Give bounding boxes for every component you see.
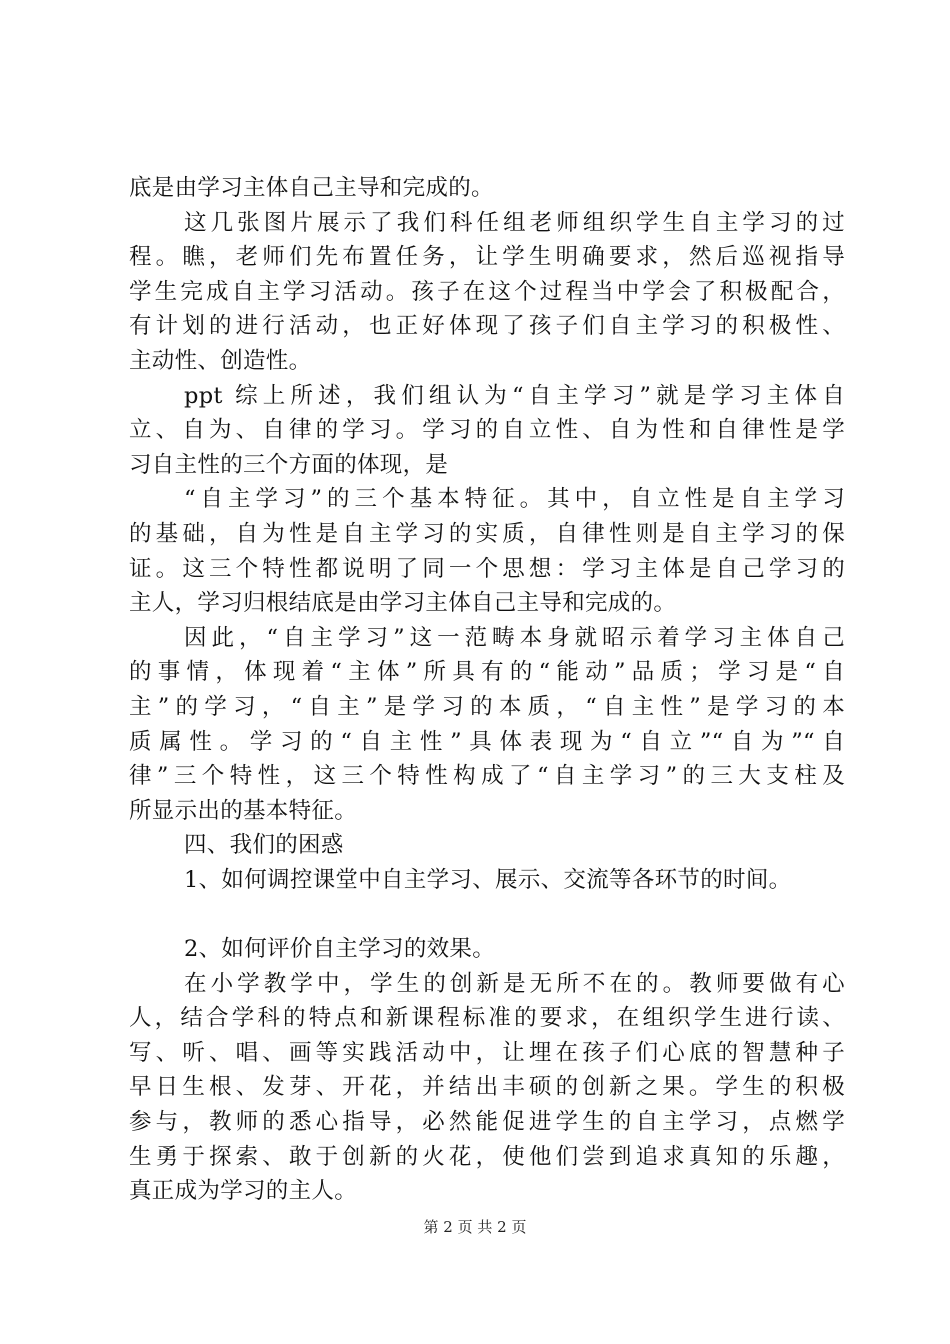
text-line: 的基础，自为性是自主学习的实质，自律性则是自主学习的保 [129, 520, 845, 547]
paragraph-start-line: 在小学教学中，学生的创新是无所不在的。教师要做有心 [184, 970, 845, 997]
text-line: 主”的学习，“自主”是学习的本质，“自主性”是学习的本 [129, 693, 845, 720]
document-body [129, 171, 845, 1209]
text-line: 生勇于探索、敢于创新的火花，使他们尝到追求真知的乐趣， [129, 1143, 845, 1170]
text-line: 程。瞧，老师们先布置任务，让学生明确要求，然后巡视指导 [129, 244, 845, 271]
text-line: 人，结合学科的特点和新课程标准的要求，在组织学生进行读、 [129, 1005, 845, 1032]
paragraph-start-line: “自主学习”的三个基本特征。其中，自立性是自主学习 [184, 486, 845, 513]
page-number-footer: 第 2 页 共 2 页 [423, 1218, 527, 1236]
section-heading: 四、我们的困惑 [184, 832, 344, 859]
text-line: 主动性、创造性。 [129, 347, 312, 374]
text-line: 立、自为、自律的学习。学习的自立性、自为性和自律性是学 [129, 417, 845, 444]
blank-line [129, 897, 845, 932]
paragraph-start-line: 因此，“自主学习”这一范畴本身就昭示着学习主体自己 [184, 624, 845, 651]
question-item-2: 2、如何评价自主学习的效果。 [184, 936, 496, 963]
paragraph-start-line: ppt 综上所述，我们组认为“自主学习”就是学习主体自 [184, 382, 845, 409]
text-line: 质属性。学习的“自主性”具体表现为“自立”“自为”“自 [129, 728, 845, 755]
question-item-1: 1、如何调控课堂中自主学习、展示、交流等各环节的时间。 [184, 866, 792, 893]
text-line: 写、听、唱、画等实践活动中，让埋在孩子们心底的智慧种子 [129, 1039, 845, 1066]
text-line: 习自主性的三个方面的体现，是 [129, 451, 449, 478]
text-line: 早日生根、发芽、开花，并结出丰硕的创新之果。学生的积极 [129, 1074, 845, 1101]
text-line: 真正成为学习的主人。 [129, 1178, 358, 1205]
text-line: 证。这三个特性都说明了同一个思想：学习主体是自己学习的 [129, 555, 845, 582]
text-line: 学生完成自主学习活动。孩子在这个过程当中学会了积极配合， [129, 278, 845, 305]
text-line: 底是由学习主体自己主导和完成的。 [129, 175, 494, 201]
text-line: 主人，学习归根结底是由学习主体自己主导和完成的。 [129, 590, 677, 617]
text-line: 律”三个特性，这三个特性构成了“自主学习”的三大支柱及 [129, 763, 845, 790]
text-line: 有计划的进行活动，也正好体现了孩子们自主学习的积极性、 [129, 313, 845, 340]
text-line: 所显示出的基本特征。 [129, 797, 358, 824]
text-line: 参与，教师的悉心指导，必然能促进学生的自主学习，点燃学 [129, 1109, 845, 1136]
text-line: 的事情，体现着“主体”所具有的“能动”品质；学习是“自 [129, 659, 845, 686]
paragraph-start-line: 这几张图片展示了我们科任组老师组织学生自主学习的过 [184, 209, 845, 236]
